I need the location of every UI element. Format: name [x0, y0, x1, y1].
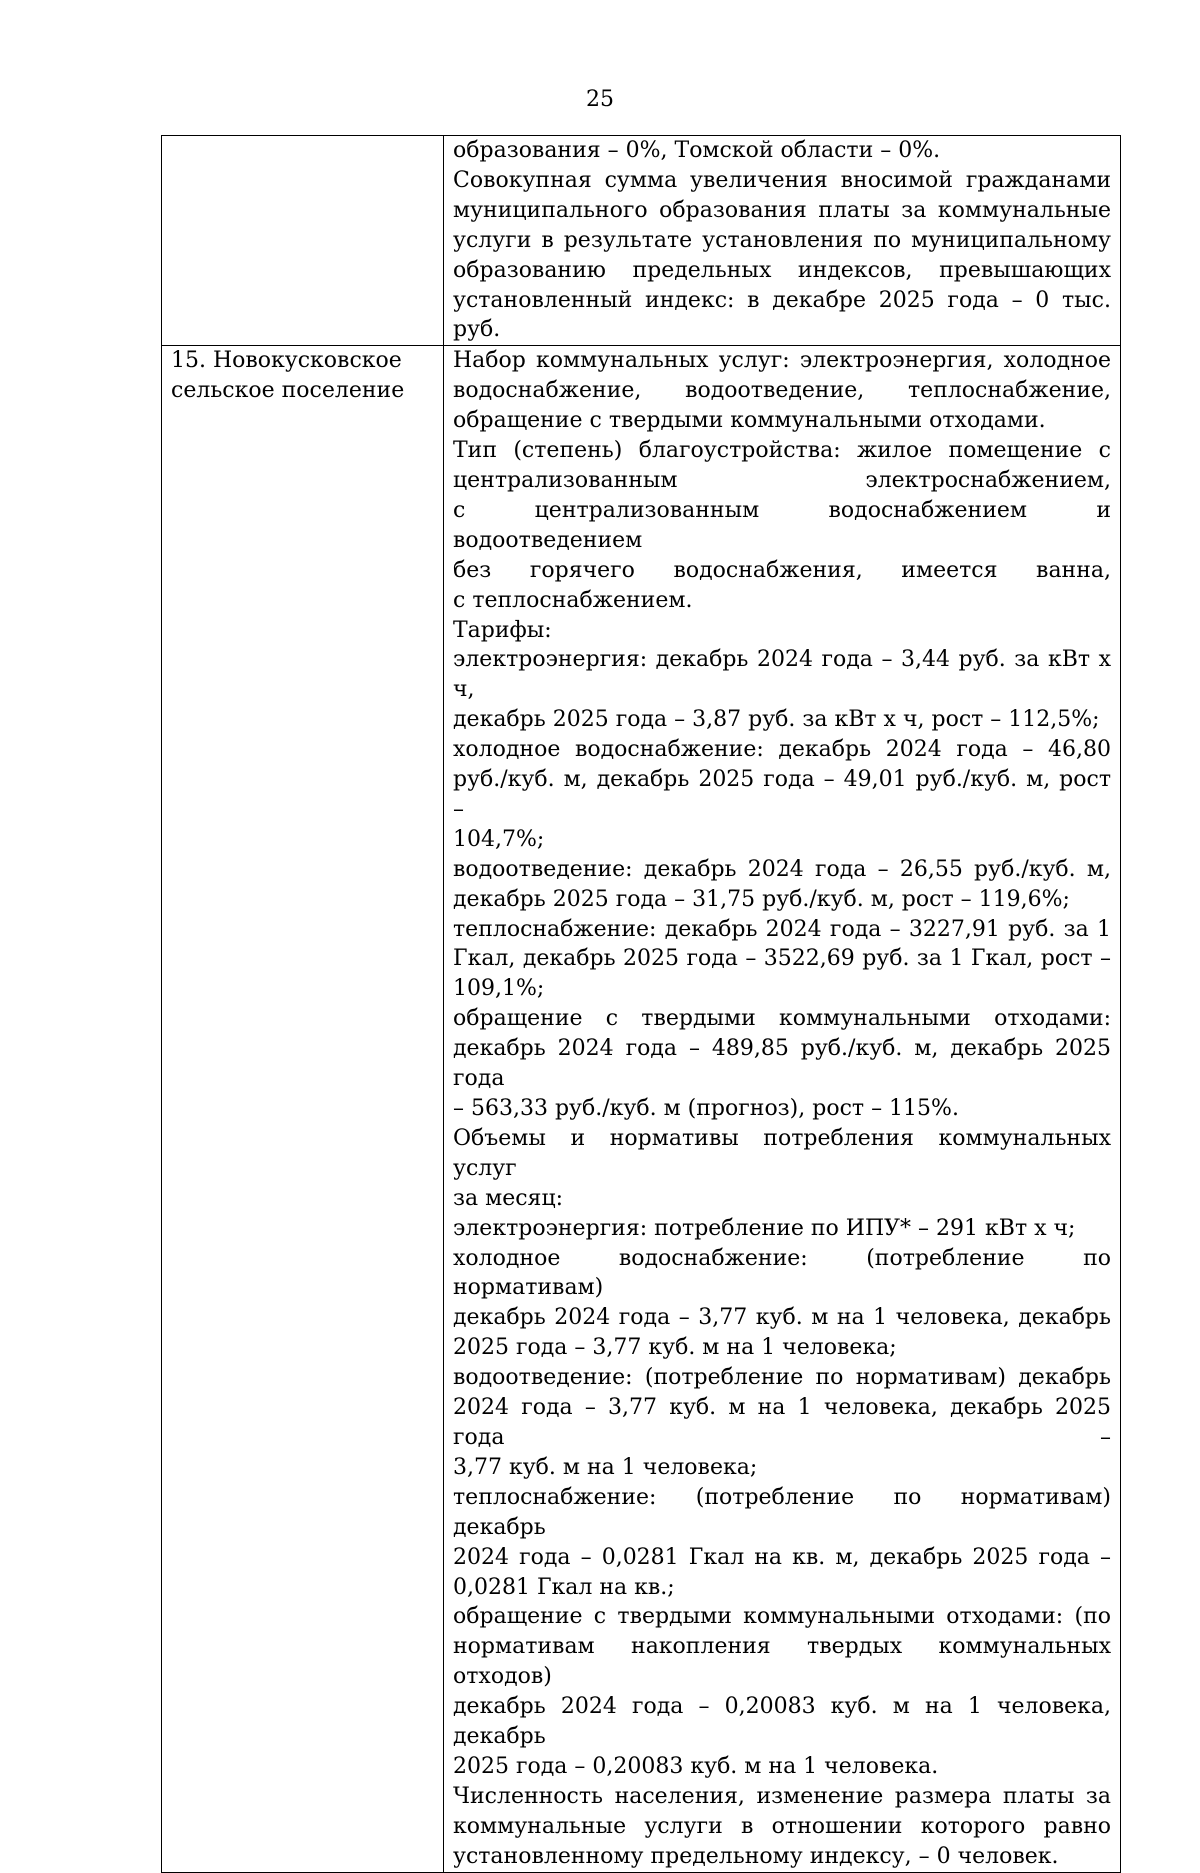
- description-line: декабрь 2024 года – 3,77 куб. м на 1 человека, декабрь: [453, 1305, 1111, 1331]
- description-line: с централизованным водоснабжением и водоотведением: [453, 497, 1111, 553]
- description-line: 2024 года – 3,77 куб. м на 1 человека, декабрь 2025 года –: [453, 1395, 1111, 1450]
- description-line: холодное водоснабжение: декабрь 2024 года – 46,80: [453, 737, 1111, 763]
- description-line: декабрь 2024 года – 489,85 руб./куб. м, декабрь 2025 года: [453, 1036, 1111, 1092]
- description-line: – 563,33 руб./куб. м (прогноз), рост – 115%.: [453, 1096, 959, 1121]
- description-line: электроэнергия: декабрь 2024 года – 3,44 руб. за кВт х ч,: [453, 647, 1111, 703]
- description-line: услуги в результате установления по муниципальному: [453, 227, 1111, 253]
- description-line: электроэнергия: потребление по ИПУ* – 291 кВт х ч;: [453, 1215, 1076, 1241]
- description-line: декабрь 2024 года – 0,20083 куб. м на 1 человека, декабрь: [453, 1694, 1111, 1750]
- table-body: [162, 136, 1121, 1873]
- description-line: без горячего водоснабжения, имеется ванна,: [453, 557, 1111, 583]
- description-line: Совокупная сумма увеличения вносимой гражданами: [453, 167, 1111, 193]
- description-line: Набор коммунальных услуг: электроэнергия, холодное: [453, 348, 1111, 374]
- table-row: [162, 346, 1121, 1872]
- description-line: обращение с твердыми коммунальными отходами.: [453, 408, 1046, 434]
- description-line: холодное водоснабжение: (потребление по нормативам): [453, 1245, 1111, 1301]
- description-line: Тарифы:: [453, 617, 552, 643]
- description-line: теплоснабжение: декабрь 2024 года – 3227,91 руб. за 1: [453, 916, 1111, 942]
- description-line: муниципального образования платы за коммунальные: [453, 197, 1111, 223]
- description-cell: [444, 136, 1121, 346]
- description-line: 104,7%;: [453, 826, 545, 852]
- description-line: 0,0281 Гкал на кв.;: [453, 1574, 675, 1600]
- description-cell: [444, 346, 1121, 1872]
- settlement-name-cell: [162, 346, 444, 1872]
- description-line: Гкал, декабрь 2025 года – 3522,69 руб. за 1 Гкал, рост –: [453, 946, 1111, 972]
- description-line: 3,77 куб. м на 1 человека;: [453, 1454, 758, 1480]
- description-line: руб./куб. м, декабрь 2025 года – 49,01 руб./куб. м, рост –: [453, 767, 1111, 822]
- description-line: образованию предельных индексов, превышающих: [453, 257, 1111, 283]
- description-line: образования – 0%, Томской области – 0%.: [453, 138, 941, 163]
- description-line: нормативам накопления твердых коммунальных отходов): [453, 1634, 1111, 1690]
- description-line: теплоснабжение: (потребление по нормативам) декабрь: [453, 1484, 1111, 1540]
- description-line: Тип (степень) благоустройства: жилое помещение с: [453, 438, 1111, 464]
- description-line: 2024 года – 0,0281 Гкал на кв. м, декабрь 2025 года –: [453, 1544, 1111, 1570]
- settlement-name-line: 15. Новокусковское: [171, 348, 402, 374]
- table-row: [162, 136, 1121, 346]
- description-line: коммунальные услуги в отношении которого равно: [453, 1813, 1111, 1839]
- description-line: Объемы и нормативы потребления коммунальных услуг: [453, 1125, 1111, 1181]
- description-line: декабрь 2025 года – 3,87 руб. за кВт х ч, рост – 112,5%;: [453, 707, 1100, 733]
- description-line: декабрь 2025 года – 31,75 руб./куб. м, рост – 119,6%;: [453, 886, 1070, 912]
- description-line: установленному предельному индексу, – 0 человек.: [453, 1843, 1059, 1869]
- description-line: 2025 года – 3,77 куб. м на 1 человека;: [453, 1335, 897, 1361]
- description-line: 109,1%;: [453, 976, 545, 1002]
- settlement-name-cell: [162, 136, 444, 346]
- description-line: водоотведение: декабрь 2024 года – 26,55 руб./куб. м,: [453, 856, 1111, 882]
- settlement-name-line: сельское поселение: [171, 378, 405, 404]
- tariff-table: [161, 135, 1121, 1873]
- page-number: 25: [586, 87, 614, 112]
- description-line: водоотведение: (потребление по нормативам) декабрь: [453, 1365, 1111, 1391]
- description-line: с теплоснабжением.: [453, 587, 693, 613]
- description-line: обращение с твердыми коммунальными отходами:: [453, 1006, 1111, 1032]
- description-line: обращение с твердыми коммунальными отходами: (по: [453, 1604, 1111, 1630]
- description-line: централизованным электроснабжением,: [453, 467, 1111, 493]
- description-line: 2025 года – 0,20083 куб. м на 1 человека.: [453, 1753, 939, 1779]
- description-line: водоснабжение, водоотведение, теплоснабжение,: [453, 378, 1111, 404]
- description-line: за месяц:: [453, 1185, 563, 1211]
- description-line: установленный индекс: в декабре 2025 года – 0 тыс. руб.: [453, 287, 1111, 343]
- description-line: Численность населения, изменение размера платы за: [453, 1783, 1111, 1809]
